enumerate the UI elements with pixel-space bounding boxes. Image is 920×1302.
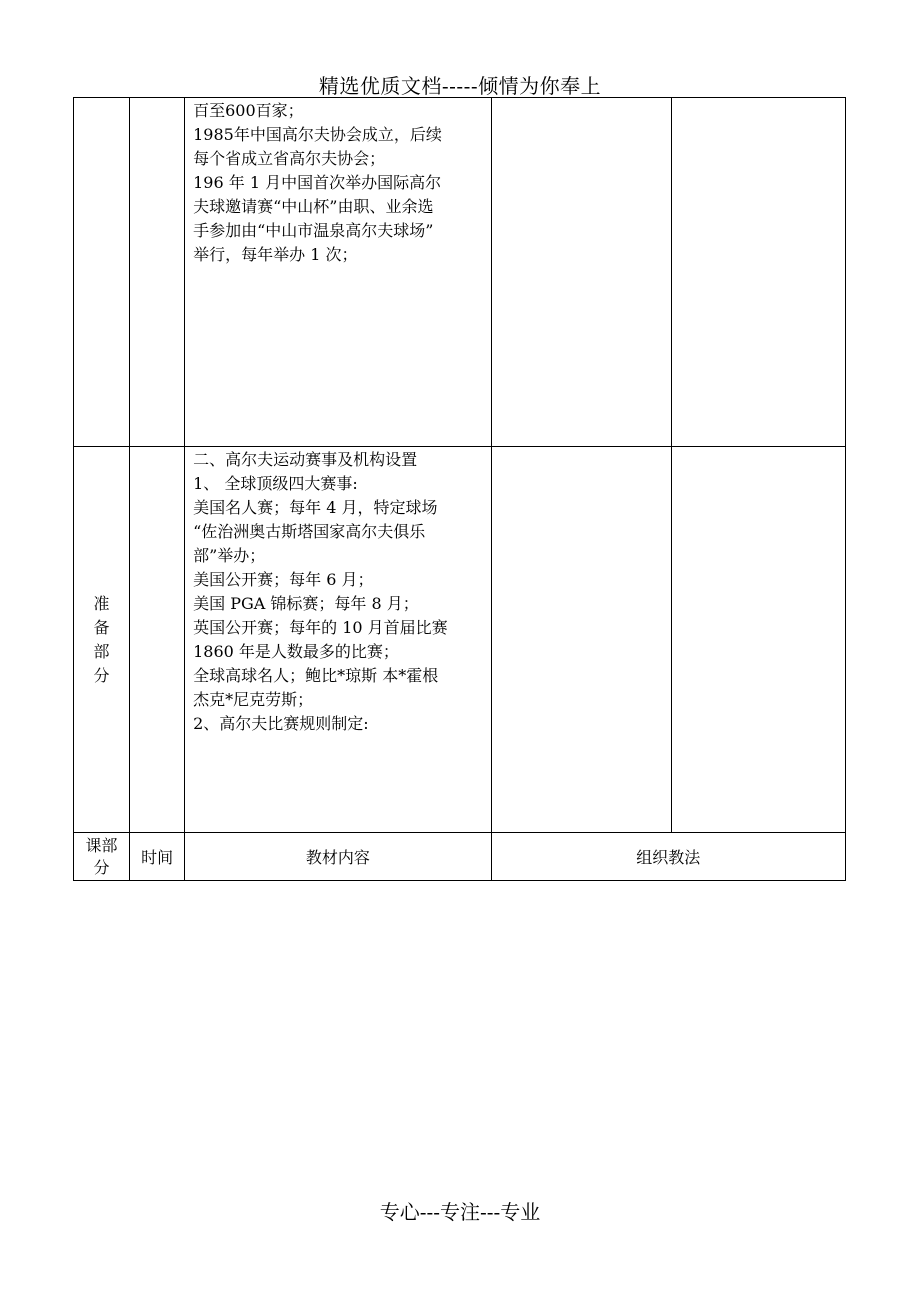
text-line: 准: [93, 593, 110, 613]
section-cell: [74, 98, 130, 447]
text-line: 部: [93, 641, 110, 661]
lesson-plan-table: [73, 97, 846, 881]
header-section-line2: 分: [93, 857, 110, 877]
text-line: 夫球邀请赛“中山杯”由职、业余选: [193, 197, 434, 216]
text-line: 英国公开赛；每年的 10 月首届比赛: [193, 618, 448, 637]
content-text: [185, 447, 490, 736]
text-line: 196 年 1 月中国首次举办国际高尔: [193, 173, 442, 192]
text-line: 每个省成立省高尔夫协会；: [193, 149, 386, 168]
text-line: 部”举办；: [193, 546, 266, 565]
content-cell: [185, 447, 491, 833]
text-line: 杰克*尼克劳斯；: [193, 690, 314, 709]
section-cell: [74, 447, 130, 833]
text-line: 美国名人赛；每年 4 月，特定球场: [193, 498, 438, 517]
text-line: 1860 年是人数最多的比赛；: [193, 642, 399, 661]
text-line: 百至600百家；: [193, 101, 304, 120]
text-line: 美国 PGA 锦标赛；每年 8 月；: [193, 594, 419, 613]
header-content-cell: 教材内容: [185, 833, 491, 881]
notes-cell: [671, 98, 845, 447]
notes-cell: [671, 447, 845, 833]
header-section-cell: [74, 833, 130, 881]
page-header: 精选优质文档-----倾情为你奉上: [318, 74, 602, 98]
text-line: 1985年中国高尔夫协会成立，后续: [193, 125, 442, 144]
section-label: [74, 592, 129, 688]
table-header-row: [74, 833, 846, 881]
table-row: [74, 447, 846, 833]
text-line: 2、高尔夫比赛规则制定:: [193, 714, 369, 733]
text-line: 分: [93, 665, 110, 685]
table-row: [74, 98, 846, 447]
text-line: “佐治洲奥古斯塔国家高尔夫俱乐: [193, 522, 426, 541]
text-line: 美国公开赛；每年 6 月；: [193, 570, 374, 589]
header-method-cell: 组织教法: [491, 833, 845, 881]
content-cell: [185, 98, 491, 447]
page-footer: 专心---专注---专业: [379, 1200, 541, 1224]
method-cell: [491, 447, 671, 833]
time-cell: [130, 447, 185, 833]
text-line: 备: [93, 617, 110, 637]
content-text: [185, 98, 490, 267]
text-line: 手参加由“中山市温泉高尔夫球场”: [193, 221, 434, 240]
time-cell: [130, 98, 185, 447]
text-line: 1、 全球顶级四大赛事:: [193, 474, 358, 493]
text-line: 举行，每年举办 1 次；: [193, 245, 358, 264]
text-line: 全球高球名人；鲍比*琼斯 本*霍根: [193, 666, 439, 685]
header-section-line1: 课部: [85, 835, 118, 855]
header-time-cell: 时间: [130, 833, 185, 881]
text-line: 二、高尔夫运动赛事及机构设置: [193, 450, 418, 469]
method-cell: [491, 98, 671, 447]
